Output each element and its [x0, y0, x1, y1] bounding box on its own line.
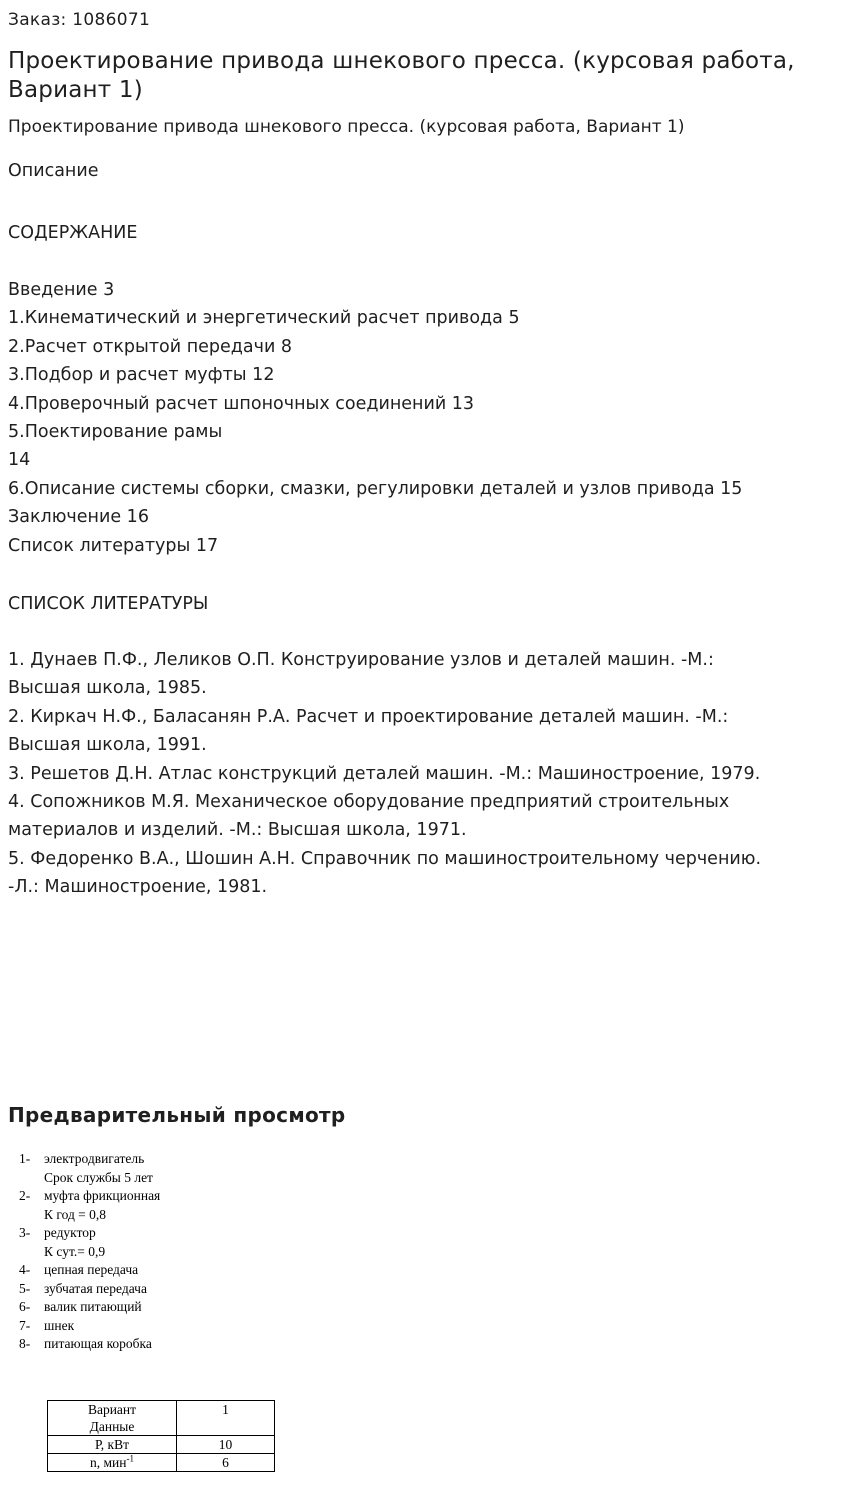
preview-item-text: редуктор	[44, 1225, 96, 1240]
toc-item: 2.Расчет открытой передачи 8	[8, 336, 293, 357]
description-label: Описание	[8, 161, 99, 181]
preview-item-number: 8-	[19, 1336, 31, 1351]
preview-item-number: 3-	[19, 1225, 31, 1240]
preview-item-text: К сут.= 0,9	[44, 1243, 106, 1259]
toc-item: 5.Поектирование рамы	[8, 422, 223, 443]
reference-line: материалов и изделий. -М.: Высшая школа, 1971.	[8, 820, 467, 841]
preview-item-number: 7-	[19, 1317, 31, 1333]
param-label-cell	[48, 1454, 177, 1472]
param-value-cell: 6	[177, 1454, 275, 1472]
toc-item: 3.Подбор и расчет муфты 12	[8, 365, 275, 386]
preview-item-text: К год = 0,8	[44, 1206, 107, 1222]
reference-line: 4. Сопожников М.Я. Механическое оборудование предприятий строительных	[8, 792, 730, 813]
table-row	[48, 1454, 275, 1472]
preview-item-number: 6-	[19, 1299, 31, 1314]
contents-heading: СОДЕРЖАНИЕ	[8, 223, 138, 243]
preview-item-text: питающая коробка	[44, 1336, 152, 1351]
preview-item-number: 4-	[19, 1262, 31, 1277]
preview-item-text: шнек	[44, 1317, 75, 1333]
toc-item: Список литературы 17	[8, 535, 219, 556]
references-heading: СПИСОК ЛИТЕРАТУРЫ	[8, 594, 209, 614]
param-label-text: n, мин	[90, 1455, 127, 1470]
reference-line: 2. Киркач Н.Ф., Баласанян Р.А. Расчет и проектирование деталей машин. -М.:	[8, 706, 729, 727]
preview-item-text: муфта фрикционная	[44, 1188, 161, 1203]
param-label-superscript: -1	[126, 1453, 134, 1464]
order-number: Заказ: 1086071	[8, 10, 151, 30]
reference-line: Высшая школа, 1991.	[8, 735, 207, 756]
toc-item: 1.Кинематический и энергетический расчет привода 5	[8, 308, 520, 329]
reference-line: 5. Федоренко В.А., Шошин А.Н. Справочник по машиностроительному черчению.	[8, 848, 762, 869]
reference-line: 3. Решетов Д.Н. Атлас конструкций деталей машин. -М.: Машиностроение, 1979.	[8, 763, 761, 784]
preview-item-text: зубчатая передача	[44, 1280, 147, 1296]
table-of-contents	[8, 276, 742, 560]
preview-heading: Предварительный просмотр	[8, 1103, 346, 1127]
page-title: Проектирование привода шнекового пресса. (курсовая работа, Вариант 1)	[8, 48, 795, 103]
param-label-cell: Р, кВт	[48, 1436, 177, 1454]
preview-item-text: валик питающий	[44, 1299, 142, 1314]
variant-number-cell: 1	[177, 1401, 275, 1436]
preview-item-number: 2-	[19, 1188, 31, 1203]
preview-item-text: электродвигатель	[44, 1151, 145, 1166]
references-list	[8, 646, 761, 902]
toc-item: 4.Проверочный расчет шпоночных соединений 13	[8, 393, 475, 414]
toc-item: Заключение 16	[8, 507, 149, 528]
reference-line: 1. Дунаев П.Ф., Леликов О.П. Конструирование узлов и деталей машин. -М.:	[8, 650, 714, 670]
page-subtitle: Проектирование привода шнекового пресса. (курсовая работа, Вариант 1)	[8, 117, 685, 137]
table-row	[48, 1401, 275, 1436]
toc-item: Введение 3	[8, 280, 115, 300]
preview-item-text: цепная передача	[44, 1262, 139, 1277]
reference-line: -Л.: Машиностроение, 1981.	[8, 877, 268, 898]
header-variant-label: Вариант	[87, 1402, 137, 1417]
toc-item: 6.Описание системы сборки, смазки, регулировки деталей и узлов привода 15	[8, 478, 743, 499]
header-data-label: Данные	[89, 1419, 135, 1434]
preview-item-number: 1-	[19, 1151, 31, 1166]
parameters-table	[47, 1400, 275, 1472]
preview-item-text: Срок службы 5 лет	[44, 1169, 153, 1185]
preview-item-number: 5-	[19, 1280, 31, 1296]
table-header-cell	[48, 1401, 177, 1436]
param-value-cell: 10	[177, 1436, 275, 1454]
toc-item: 14	[8, 450, 31, 471]
reference-line: Высшая школа, 1985.	[8, 678, 207, 699]
table-row	[48, 1436, 275, 1454]
